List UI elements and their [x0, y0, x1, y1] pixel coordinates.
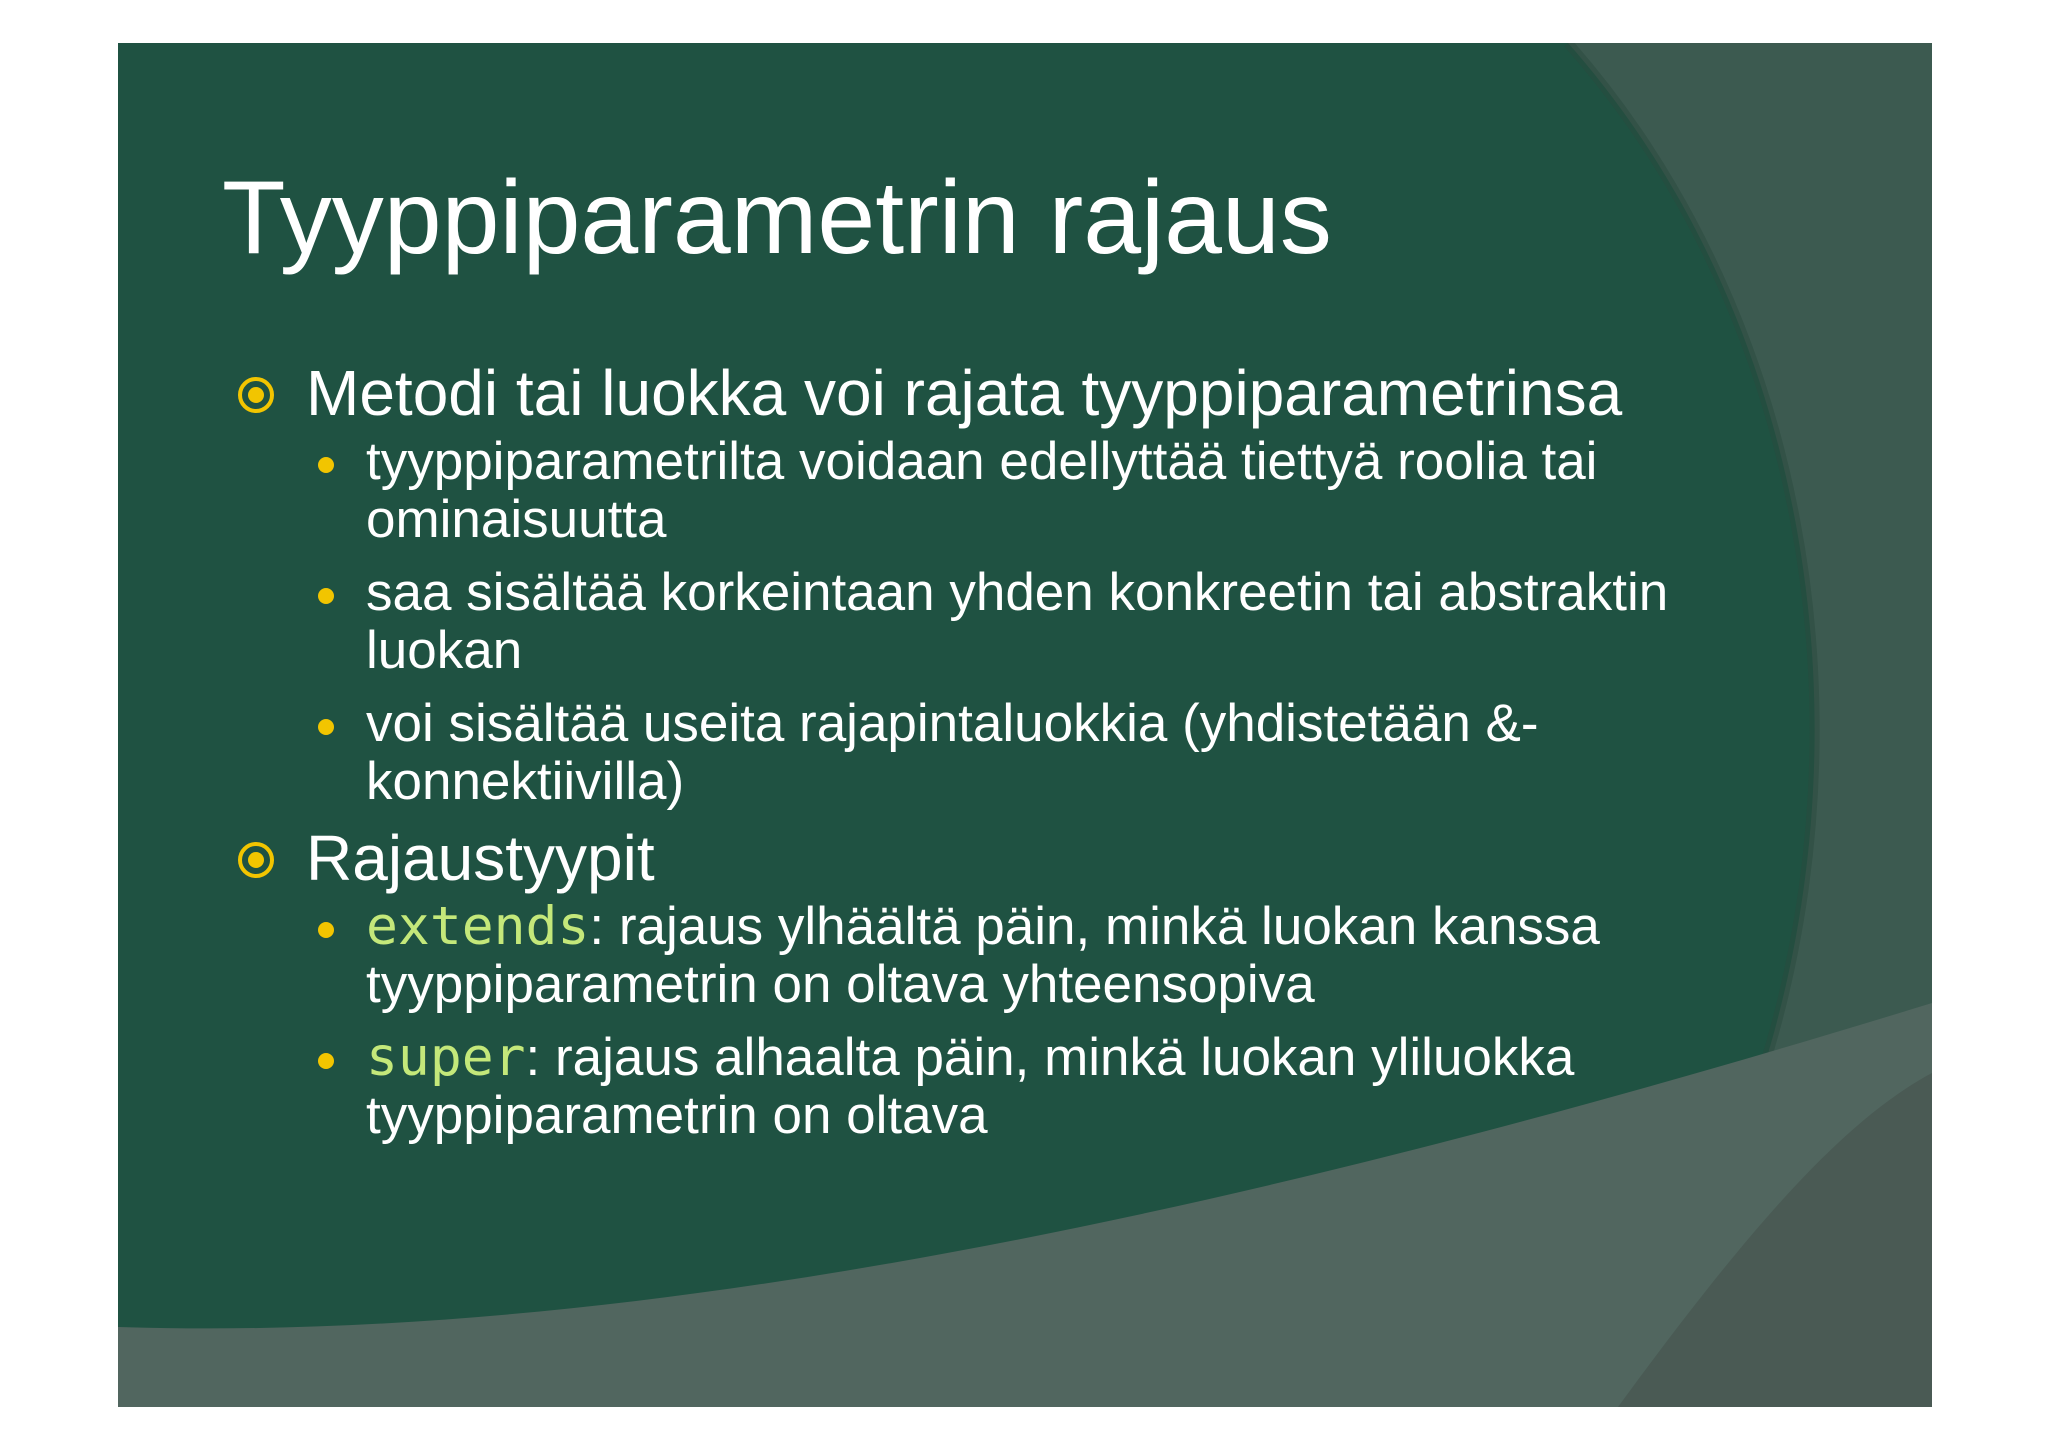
code-keyword-extends: extends	[366, 896, 590, 957]
bullet-item	[236, 357, 1796, 429]
code-keyword-super: super	[366, 1027, 526, 1088]
sub-bullet-list	[236, 433, 1796, 811]
dot-bullet-icon	[318, 588, 334, 604]
sub-bullet-text: voi sisältää useita rajapintaluokkia (yhdistetään &-konnektiivilla)	[366, 694, 1539, 811]
dot-bullet-icon	[318, 1053, 334, 1069]
bullet-text: Metodi tai luokka voi rajata tyyppiparametrinsa	[306, 357, 1623, 429]
slide	[118, 43, 1932, 1407]
bullet-item	[236, 822, 1796, 894]
slide-content	[236, 357, 1796, 1160]
sub-bullet-text: : rajaus ylhäältä päin, minkä luokan kanssa tyyppiparametrin on oltava yhteensopiva	[366, 897, 1600, 1014]
sub-bullet-item	[236, 433, 1796, 549]
sub-bullet-list	[236, 898, 1796, 1145]
sub-bullet-item	[236, 564, 1796, 680]
dot-bullet-icon	[318, 457, 334, 473]
bullet-text: Rajaustyypit	[306, 822, 655, 894]
sub-bullet-text: tyyppiparametrilta voidaan edellyttää tiettyä roolia tai ominaisuutta	[366, 432, 1598, 549]
dot-bullet-icon	[318, 719, 334, 735]
sub-bullet-text: : rajaus alhaalta päin, minkä luokan yliluokka tyyppiparametrin on oltava	[366, 1028, 1575, 1145]
sub-bullet-item	[236, 898, 1796, 1014]
target-bullet-icon	[236, 375, 276, 415]
sub-bullet-text: saa sisältää korkeintaan yhden konkreetin tai abstraktin luokan	[366, 563, 1669, 680]
target-bullet-icon	[236, 840, 276, 880]
dot-bullet-icon	[318, 922, 334, 938]
sub-bullet-item	[236, 1029, 1796, 1145]
sub-bullet-item	[236, 695, 1796, 811]
slide-title: Tyyppiparametrin rajaus	[222, 160, 1332, 276]
